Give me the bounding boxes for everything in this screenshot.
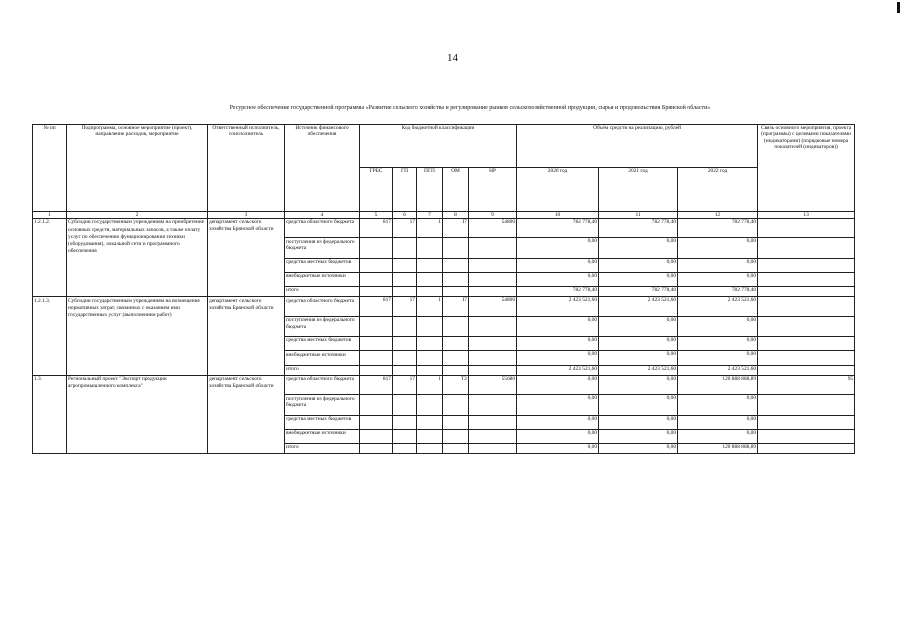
amount-2021: 2 423 521,60 <box>599 365 678 375</box>
code-empty <box>360 429 393 443</box>
code-empty <box>443 415 469 429</box>
header-om: ОМ <box>443 167 469 211</box>
amount-2022: 0,00 <box>678 415 758 429</box>
header-np: НР <box>469 167 517 211</box>
amount-2021: 0,00 <box>599 258 678 272</box>
header-link: Связь основного мероприятия, проекта (программы) с целевыми показателями (индикаторами) (порядковые номера показателей (индикаторов)) <box>758 125 855 212</box>
amount-2021: 0,00 <box>599 351 678 365</box>
amount-2021: 782 778,40 <box>599 287 678 297</box>
source-federal: поступления из федерального бюджета <box>285 316 360 336</box>
indicator-link: 95 <box>758 375 855 394</box>
code-empty <box>417 429 443 443</box>
code-empty <box>417 351 443 365</box>
code-empty <box>443 337 469 351</box>
code-empty <box>360 395 393 415</box>
code-empty <box>393 287 417 297</box>
column-number: 11 <box>599 212 678 219</box>
amount-2020: 2 423 521,60 <box>517 365 599 375</box>
column-number: 7 <box>417 212 443 219</box>
code-empty <box>469 258 517 272</box>
indicator-empty <box>758 258 855 272</box>
amount-2021: 0,00 <box>599 429 678 443</box>
column-number: 5 <box>360 212 393 219</box>
code-empty <box>469 415 517 429</box>
source-local: средства местных бюджетов <box>285 415 360 429</box>
code-empty <box>443 351 469 365</box>
code-empty <box>443 258 469 272</box>
code-empty <box>443 365 469 375</box>
amount-2020: 0,00 <box>517 375 599 394</box>
code-empty <box>417 395 443 415</box>
amount-2021: 0,00 <box>599 375 678 394</box>
code-empty <box>360 415 393 429</box>
code-empty <box>443 444 469 454</box>
amount-2021: 0,00 <box>599 395 678 415</box>
code-empty <box>469 351 517 365</box>
code-om: I7 <box>443 219 469 238</box>
header-2022: 2022 год <box>678 167 758 211</box>
code-empty <box>393 415 417 429</box>
code-empty <box>393 429 417 443</box>
column-number: 8 <box>443 212 469 219</box>
amount-2021: 782 778,40 <box>599 219 678 238</box>
code-empty <box>417 415 443 429</box>
code-empty <box>393 351 417 365</box>
amount-2022: 0,00 <box>678 351 758 365</box>
table-row <box>33 219 855 238</box>
source-local: средства местных бюджетов <box>285 337 360 351</box>
indicator-empty <box>758 238 855 258</box>
resource-table <box>32 124 855 454</box>
executor: департамент сельского хозяйства Брянской области <box>208 375 285 453</box>
source-regional: средства областного бюджета <box>285 297 360 316</box>
amount-2022: 2 423 521,60 <box>678 297 758 316</box>
indicator-empty <box>758 395 855 415</box>
source-local: средства местных бюджетов <box>285 258 360 272</box>
code-np: 55680 <box>469 375 517 394</box>
row-number: 1.2.1.2. <box>33 219 67 297</box>
code-empty <box>393 365 417 375</box>
source-extra: внебюджетные источники <box>285 351 360 365</box>
table-row <box>33 375 855 394</box>
code-empty <box>443 395 469 415</box>
code-empty <box>360 287 393 297</box>
code-empty <box>443 429 469 443</box>
document-title: Ресурсное обеспечение государственной программы «Развитие сельского хозяйства и регулирование рынков сельскохозяйственной продукции, сырья и продовольствия Брянской области» <box>229 105 711 111</box>
code-empty <box>443 272 469 286</box>
source-extra: внебюджетные источники <box>285 272 360 286</box>
amount-2022: 0,00 <box>678 272 758 286</box>
code-empty <box>393 316 417 336</box>
column-number: 12 <box>678 212 758 219</box>
code-empty <box>469 395 517 415</box>
indicator-empty <box>758 337 855 351</box>
code-empty <box>360 272 393 286</box>
measure-name: Субсидии государственным учреждениям на приобретение основных средств, материальных запасов, а также оплату услуг по обеспечению функционирования техники (оборудования), локальной сети и программного обеспечения <box>67 219 208 297</box>
code-empty <box>393 444 417 454</box>
amount-2021: 0,00 <box>599 337 678 351</box>
code-empty <box>443 238 469 258</box>
header-grbs: ГРБС <box>360 167 393 211</box>
header-num: № пп <box>33 125 67 212</box>
code-empty <box>417 316 443 336</box>
amount-2020: 0,00 <box>517 351 599 365</box>
code-empty <box>417 365 443 375</box>
amount-2020: 0,00 <box>517 415 599 429</box>
amount-2021: 0,00 <box>599 238 678 258</box>
header-name: Подпрограмма, основное мероприятие (проект), направление расходов, мероприятие <box>67 125 208 212</box>
amount-2020: 782 778,40 <box>517 219 599 238</box>
amount-2020: 2 423 521,60 <box>517 297 599 316</box>
executor: департамент сельского хозяйства Брянской области <box>208 297 285 375</box>
code-empty <box>469 287 517 297</box>
code-empty <box>417 337 443 351</box>
executor: департамент сельского хозяйства Брянской области <box>208 219 285 297</box>
code-gp: 17 <box>393 375 417 394</box>
amount-2020: 0,00 <box>517 238 599 258</box>
amount-2022: 0,00 <box>678 258 758 272</box>
amount-2021: 2 423 521,60 <box>599 297 678 316</box>
code-empty <box>360 337 393 351</box>
amount-2020: 0,00 <box>517 395 599 415</box>
code-empty <box>360 444 393 454</box>
measure-name: Субсидии государственным учреждениям на возмещение нормативных затрат, связанных с оказанием ими государственных услуг (выполнением работ) <box>67 297 208 375</box>
amount-2020: 0,00 <box>517 272 599 286</box>
column-number: 2 <box>67 212 208 219</box>
amount-2022: 120 888 888,89 <box>678 444 758 454</box>
measure-name: Региональный проект "Экспорт продукции агропромышленного комплекса" <box>67 375 208 453</box>
amount-2021: 0,00 <box>599 272 678 286</box>
amount-2020: 0,00 <box>517 429 599 443</box>
code-empty <box>469 238 517 258</box>
source-extra: внебюджетные источники <box>285 429 360 443</box>
amount-2022: 0,00 <box>678 238 758 258</box>
code-empty <box>417 287 443 297</box>
code-empty <box>469 272 517 286</box>
code-empty <box>360 351 393 365</box>
code-np: 54800 <box>469 297 517 316</box>
indicator-link <box>758 219 855 238</box>
code-om: I7 <box>443 297 469 316</box>
code-empty <box>469 365 517 375</box>
code-om: T2 <box>443 375 469 394</box>
column-number: 4 <box>285 212 360 219</box>
indicator-empty <box>758 429 855 443</box>
indicator-empty <box>758 316 855 336</box>
header-source: Источник финансового обеспечения <box>285 125 360 212</box>
amount-2022: 0,00 <box>678 316 758 336</box>
code-empty <box>417 272 443 286</box>
code-empty <box>360 238 393 258</box>
column-number: 10 <box>517 212 599 219</box>
row-number: 1.3. <box>33 375 67 453</box>
indicator-link <box>758 297 855 316</box>
code-grbs: 817 <box>360 219 393 238</box>
code-empty <box>360 258 393 272</box>
code-empty <box>393 272 417 286</box>
header-2020: 2020 год <box>517 167 599 211</box>
indicator-empty <box>758 351 855 365</box>
code-empty <box>417 444 443 454</box>
amount-2020: 0,00 <box>517 337 599 351</box>
column-number-row <box>33 212 855 219</box>
amount-2022: 0,00 <box>678 429 758 443</box>
source-federal: поступления из федерального бюджета <box>285 395 360 415</box>
code-gp: 17 <box>393 219 417 238</box>
code-empty <box>393 395 417 415</box>
source-regional: средства областного бюджета <box>285 219 360 238</box>
column-number: 3 <box>208 212 285 219</box>
code-grbs: 817 <box>360 297 393 316</box>
header-executor: Ответственный исполнитель, соисполнитель <box>208 125 285 212</box>
code-empty <box>469 337 517 351</box>
source-federal: поступления из федерального бюджета <box>285 238 360 258</box>
code-empty <box>469 429 517 443</box>
amount-2021: 0,00 <box>599 316 678 336</box>
indicator-empty <box>758 365 855 375</box>
table-row <box>33 297 855 316</box>
amount-2020: 0,00 <box>517 316 599 336</box>
amount-2022: 0,00 <box>678 395 758 415</box>
amount-2020: 0,00 <box>517 258 599 272</box>
indicator-empty <box>758 415 855 429</box>
amount-2022: 782 778,40 <box>678 219 758 238</box>
code-empty <box>443 287 469 297</box>
amount-2021: 0,00 <box>599 444 678 454</box>
header-kbk: Код бюджетной классификации <box>360 125 517 168</box>
header-volume: Объём средств на реализацию, рублей <box>517 125 758 168</box>
code-pgp: 1 <box>417 219 443 238</box>
source-total: итого <box>285 287 360 297</box>
amount-2022: 2 423 521,60 <box>678 365 758 375</box>
amount-2022: 782 778,40 <box>678 287 758 297</box>
header-gp: ГП <box>393 167 417 211</box>
code-pgp: 1 <box>417 375 443 394</box>
column-number: 13 <box>758 212 855 219</box>
column-number: 1 <box>33 212 67 219</box>
header-pgp: ПГП <box>417 167 443 211</box>
column-number: 6 <box>393 212 417 219</box>
column-number: 9 <box>469 212 517 219</box>
amount-2020: 0,00 <box>517 444 599 454</box>
code-empty <box>393 337 417 351</box>
indicator-empty <box>758 444 855 454</box>
source-regional: средства областного бюджета <box>285 375 360 394</box>
code-pgp: 1 <box>417 297 443 316</box>
indicator-empty <box>758 272 855 286</box>
code-np: 54800 <box>469 219 517 238</box>
amount-2022: 0,00 <box>678 337 758 351</box>
source-total: итого <box>285 365 360 375</box>
source-total: итого <box>285 444 360 454</box>
code-grbs: 817 <box>360 375 393 394</box>
code-empty <box>360 316 393 336</box>
amount-2020: 782 778,40 <box>517 287 599 297</box>
code-empty <box>443 316 469 336</box>
header-2021: 2021 год <box>599 167 678 211</box>
code-empty <box>393 258 417 272</box>
code-gp: 17 <box>393 297 417 316</box>
indicator-empty <box>758 287 855 297</box>
code-empty <box>469 444 517 454</box>
code-empty <box>417 258 443 272</box>
row-number: 1.2.1.3. <box>33 297 67 375</box>
code-empty <box>469 316 517 336</box>
code-empty <box>393 238 417 258</box>
code-empty <box>417 238 443 258</box>
code-empty <box>360 365 393 375</box>
amount-2022: 120 888 888,89 <box>678 375 758 394</box>
amount-2021: 0,00 <box>599 415 678 429</box>
edge-mark <box>897 2 900 13</box>
page-number: 14 <box>447 52 458 64</box>
